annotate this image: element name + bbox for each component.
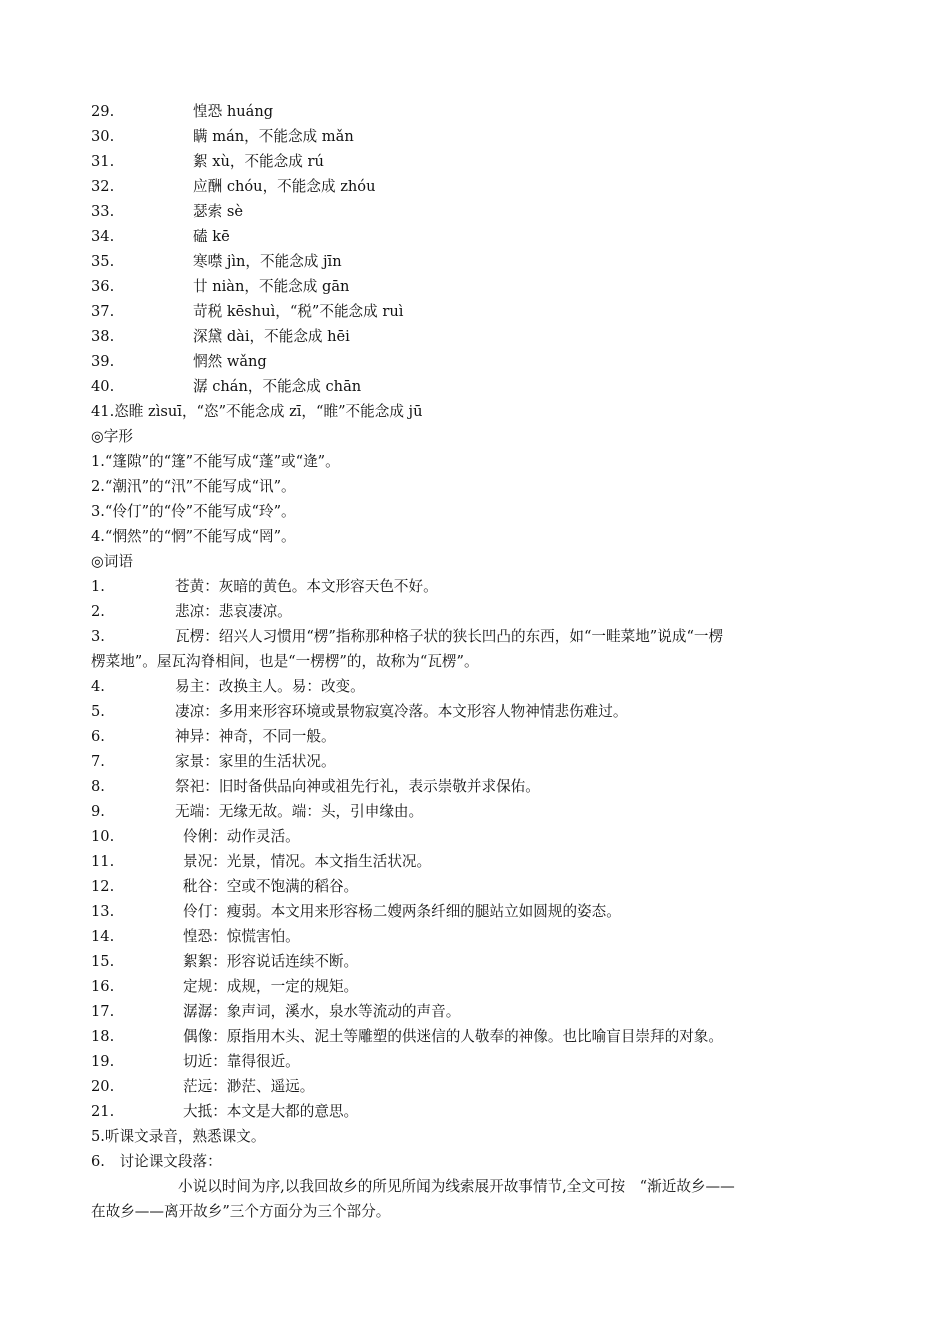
vocab-item-continuation: 楞菜地”。屋瓦沟脊相间，也是“一楞楞”的，故称为“瓦楞”。: [91, 653, 479, 670]
item-text: 潺 chán，不能念成 chān: [193, 378, 362, 395]
item-text: 无端：无缘无故。端：头，引申缘由。: [175, 803, 424, 820]
item-text: 大抵：本文是大都的意思。: [183, 1103, 359, 1120]
item-text: 伶仃：瘦弱。本文用来形容杨二嫂两条纤细的腿站立如圆规的姿态。: [183, 903, 621, 920]
item-text: 絮絮：形容说话连续不断。: [183, 953, 359, 970]
pronunciation-item: [91, 327, 350, 347]
item-text: 神异：神奇，不同一般。: [175, 728, 336, 745]
item-text: 瑟索 sè: [193, 203, 243, 220]
pronunciation-item: [91, 352, 267, 372]
item-number: 30.: [91, 128, 115, 145]
item-text: 苍黄：灰暗的黄色。本文形容天色不好。: [175, 578, 438, 595]
item-number: 36.: [91, 278, 115, 295]
item-text: 祭祀：旧时备供品向神或祖先行礼，表示崇敬并求保佑。: [175, 778, 540, 795]
item-text: 伶俐：动作灵活。: [183, 828, 300, 845]
pronunciation-item: [91, 127, 354, 147]
item-number: 12.: [91, 878, 115, 895]
item-text: 应酬 chóu，不能念成 zhóu: [193, 178, 376, 195]
paragraph-line-2: 在故乡——离开故乡”三个方面分为三个部分。: [91, 1203, 391, 1220]
vocab-item: [91, 1102, 359, 1122]
vocab-item: [91, 977, 359, 997]
vocab-item: [91, 627, 724, 647]
item-number: 37.: [91, 303, 115, 320]
step-5: 5.听课文录音，熟悉课文。: [91, 1128, 266, 1145]
vocab-item: [91, 1027, 723, 1047]
item-number: 31.: [91, 153, 115, 170]
item-text: 易主：改换主人。易：改变。: [175, 678, 365, 695]
pronunciation-item: [91, 202, 243, 222]
item-number: 40.: [91, 378, 115, 395]
item-number: 21.: [91, 1103, 115, 1120]
item-number: 35.: [91, 253, 115, 270]
vocab-heading: ◎词语: [91, 553, 133, 570]
vocab-item: [91, 677, 365, 697]
item-text: 瞒 mán，不能念成 mǎn: [193, 128, 354, 145]
vocab-item: [91, 927, 300, 947]
item-text: 絮 xù，不能念成 rú: [193, 153, 324, 170]
item-number: 39.: [91, 353, 115, 370]
item-text: 家景：家里的生活状况。: [175, 753, 336, 770]
item-number: 19.: [91, 1053, 115, 1070]
item-number: 20.: [91, 1078, 115, 1095]
pronunciation-item: [91, 302, 404, 322]
item-number: 15.: [91, 953, 115, 970]
item-number: 18.: [91, 1028, 115, 1045]
item-number: 11.: [91, 853, 115, 870]
item-number: 14.: [91, 928, 115, 945]
pronunciation-item: [91, 252, 342, 272]
vocab-item: [91, 827, 300, 847]
pronunciation-item: [91, 227, 230, 247]
item-number: 16.: [91, 978, 115, 995]
pronunciation-item: [91, 277, 350, 297]
item-number: 8.: [91, 778, 105, 795]
vocab-item: [91, 1002, 461, 1022]
paragraph-line-1: 小说以时间为序,以我回故乡的所见所闻为线索展开故事情节,全文可按 “渐近故乡——: [178, 1178, 735, 1195]
item-text: 廿 niàn，不能念成 gān: [193, 278, 350, 295]
vocab-item: [91, 577, 438, 597]
glyph-item: 3.“伶仃”的“伶”不能写成“玲”。: [91, 503, 296, 520]
vocab-item: [91, 727, 336, 747]
item-number: 9.: [91, 803, 105, 820]
item-text: 茫远：渺茫、遥远。: [183, 1078, 315, 1095]
item-text: 秕谷：空或不饱满的稻谷。: [183, 878, 359, 895]
vocab-item: [91, 1077, 315, 1097]
item-number: 1.: [91, 578, 105, 595]
glyph-item: 4.“惘然”的“惘”不能写成“罔”。: [91, 528, 296, 545]
item-text: 苛税 kēshuì，“税”不能念成 ruì: [193, 303, 404, 320]
pronunciation-item: [91, 377, 362, 397]
vocab-item: [91, 602, 292, 622]
vocab-item: [91, 752, 336, 772]
item-text: 凄凉：多用来形容环境或景物寂寞冷落。本文形容人物神情悲伤难过。: [175, 703, 628, 720]
vocab-item: [91, 1052, 300, 1072]
pronunciation-item-41: 41.恣睢 zìsuī，“恣”不能念成 zī，“睢”不能念成 jū: [91, 403, 423, 420]
vocab-item: [91, 802, 424, 822]
item-text: 悲凉：悲哀凄凉。: [175, 603, 292, 620]
pronunciation-item: [91, 177, 376, 197]
item-number: 10.: [91, 828, 115, 845]
item-text: 寒噤 jìn，不能念成 jīn: [193, 253, 342, 270]
item-number: 13.: [91, 903, 115, 920]
item-number: 17.: [91, 1003, 115, 1020]
item-number: 33.: [91, 203, 115, 220]
item-text: 偶像：原指用木头、泥土等雕塑的供迷信的人敬奉的神像。也比喻盲目崇拜的对象。: [183, 1028, 723, 1045]
glyph-heading: ◎字形: [91, 428, 133, 445]
glyph-item: 2.“潮汛”的“汛”不能写成“讯”。: [91, 478, 296, 495]
step-6: 6. 讨论课文段落：: [91, 1153, 222, 1170]
item-number: 7.: [91, 753, 105, 770]
pronunciation-item: [91, 102, 274, 122]
item-text: 瓦楞：绍兴人习惯用“楞”指称那种格子状的狭长凹凸的东西，如“一畦菜地”说成“一楞: [175, 628, 724, 645]
item-number: 3.: [91, 628, 105, 645]
item-text: 惘然 wǎng: [193, 353, 267, 370]
item-text: 磕 kē: [193, 228, 230, 245]
item-number: 38.: [91, 328, 115, 345]
item-text: 景况：光景，情况。本文指生活状况。: [183, 853, 432, 870]
item-text: 惶恐 huáng: [193, 103, 274, 120]
item-number: 6.: [91, 728, 105, 745]
item-number: 5.: [91, 703, 105, 720]
pronunciation-item: [91, 152, 324, 172]
vocab-item: [91, 952, 359, 972]
item-number: 32.: [91, 178, 115, 195]
item-text: 深黛 dài，不能念成 hēi: [193, 328, 350, 345]
item-number: 34.: [91, 228, 115, 245]
item-number: 4.: [91, 678, 105, 695]
vocab-item: [91, 777, 540, 797]
vocab-item: [91, 852, 432, 872]
glyph-item: 1.“篷隙”的“篷”不能写成“蓬”或“逄”。: [91, 453, 340, 470]
item-number: 2.: [91, 603, 105, 620]
item-text: 切近：靠得很近。: [183, 1053, 300, 1070]
vocab-item: [91, 877, 359, 897]
item-text: 惶恐：惊慌害怕。: [183, 928, 300, 945]
item-text: 定规：成规，一定的规矩。: [183, 978, 359, 995]
vocab-item: [91, 702, 628, 722]
vocab-item: [91, 902, 621, 922]
item-text: 潺潺：象声词，溪水，泉水等流动的声音。: [183, 1003, 461, 1020]
item-number: 29.: [91, 103, 115, 120]
